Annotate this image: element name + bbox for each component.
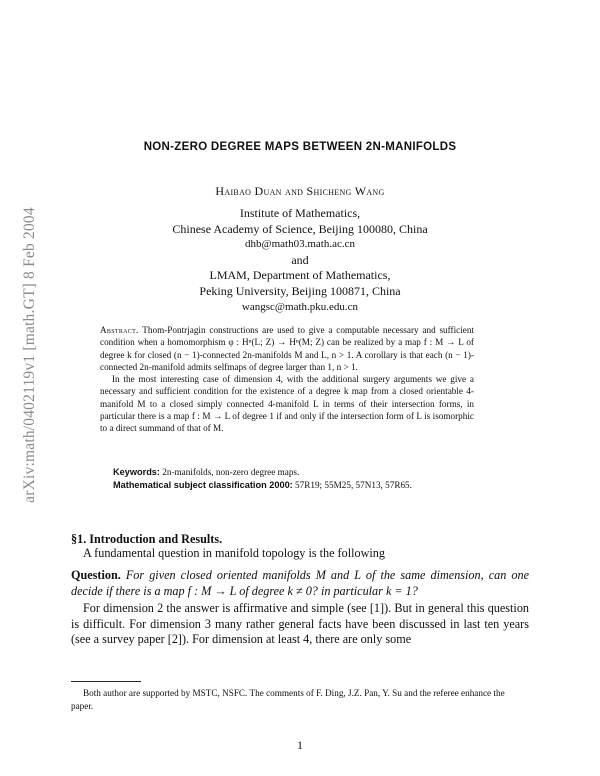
keywords-text: 2n-manifolds, non-zero degree maps. <box>162 467 300 477</box>
keywords-block <box>113 466 493 492</box>
affiliation-line: Chinese Academy of Science, Beijing 100080, China <box>172 221 428 236</box>
authors: Haibao Duan and Shicheng Wang <box>215 184 385 198</box>
body-paragraph: For dimension 2 the answer is affirmative and simple (see [1]). But in general this question is difficult. For dimension 3 many rather general facts have been discussed in last ten years (see a survey paper [2]). For dimension at least 4, there are only some <box>71 601 529 647</box>
affiliation-conjunction: and <box>291 252 309 267</box>
abstract-text: Thom-Pontrjagin constructions are used to give a computable necessary and sufficient condition when a homomorphism φ : Hⁿ(L; Z) → Hⁿ(M; Z) can be realized by a map f : M → L of degree k for closed (n − 1)-connected 2n-manifolds M and L, n > 1. A corollary is that each (n − 1)-connected 2n-manifold admits selfmaps of degree larger than 1, n > 1. <box>100 325 474 372</box>
question-text: For given closed oriented manifolds M and L of the same dimension, can one decide if there is a map f : M → L of degree k ≠ 0? in particular k = 1? <box>71 568 529 598</box>
msc-label: Mathematical subject classification 2000: <box>113 480 293 490</box>
msc-line <box>113 479 493 492</box>
email: wangsc@math.pku.edu.cn <box>241 300 359 313</box>
affiliation-line: Peking University, Beijing 100871, China <box>199 283 401 298</box>
section-heading: §1. Introduction and Results. <box>71 532 223 546</box>
footnote: Both author are supported by MSTC, NSFC. The comments of F. Ding, J.Z. Pan, Y. Su and the referee enhance the paper. <box>71 688 505 711</box>
msc-text: 57R19; 55M25, 57N13, 57R65. <box>295 480 412 490</box>
email: dhb@math03.math.ac.cn <box>244 238 356 251</box>
question-paragraph <box>71 568 529 599</box>
affiliations <box>0 206 600 315</box>
abstract-label: Abstract. <box>100 325 139 335</box>
keywords-line <box>113 466 493 479</box>
arxiv-identifier: arXiv:math/0402119v1 [math.GT] 8 Feb 2004 <box>21 207 38 503</box>
paper-title: NON-ZERO DEGREE MAPS BETWEEN 2N-MANIFOLDS <box>143 141 457 153</box>
abstract-paragraph <box>100 324 474 373</box>
question-label: Question. <box>71 568 121 582</box>
intro-sentence: A fundamental question in manifold topology is the following <box>83 546 385 560</box>
affiliation-line: Institute of Mathematics, <box>239 206 361 220</box>
abstract <box>100 324 474 435</box>
abstract-paragraph: In the most interesting case of dimension 4, with the additional surgery arguments we give a necessary and sufficient condition for the existence of a degree k map from a closed orientable 4-manifold M to a closed simply connected 4-manifold L in terms of their intersection forms, in particular there is a map f : M → L of degree 1 if and only if the intersection form of L is isomorphic to a direct summand of that of M. <box>100 374 474 434</box>
page-number: 1 <box>297 738 303 752</box>
keywords-label: Keywords: <box>113 467 160 477</box>
affiliation-line: LMAM, Department of Mathematics, <box>209 268 391 283</box>
footnote-divider <box>71 681 141 682</box>
